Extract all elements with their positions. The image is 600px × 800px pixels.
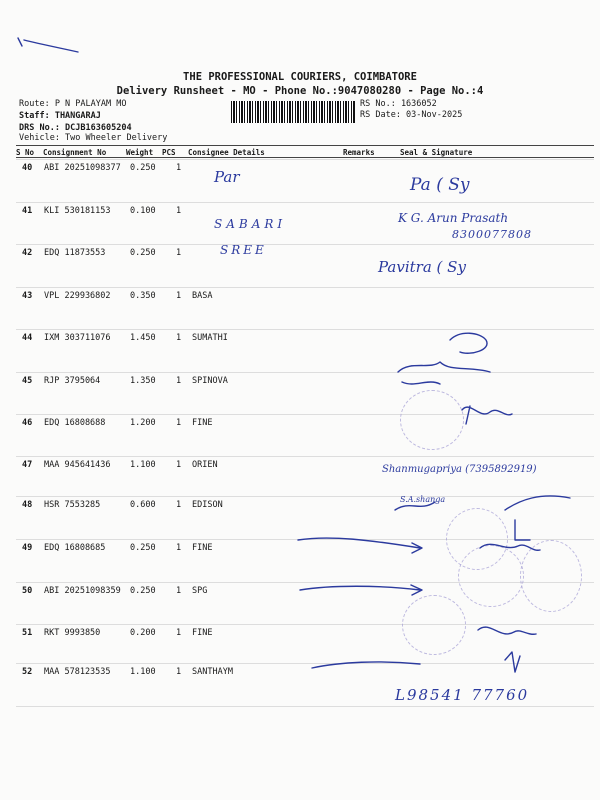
row-consignee: FINE bbox=[192, 543, 213, 553]
row-consignment: EDQ 11873553 bbox=[44, 248, 106, 258]
row-pcs: 1 bbox=[176, 418, 182, 428]
row-sno: 48 bbox=[22, 500, 33, 510]
row-consignee: FINE bbox=[192, 628, 213, 638]
col-seal-signature: Seal & Signature bbox=[400, 148, 473, 157]
row-consignee: FINE bbox=[192, 418, 213, 428]
rs-date-label: RS Date: 03-Nov-2025 bbox=[360, 110, 463, 120]
row-weight: 0.250 bbox=[130, 248, 156, 258]
signature-scribble bbox=[462, 406, 512, 424]
row-consignee: SPINOVA bbox=[192, 376, 228, 386]
row-weight: 0.100 bbox=[130, 206, 156, 216]
row-sno: 44 bbox=[22, 333, 33, 343]
rs-no-label: RS No.: 1636052 bbox=[360, 99, 437, 109]
handwritten-signature-42: Pavitra ( Sy bbox=[378, 258, 466, 276]
handwritten-signature-41: K G. Arun Prasath bbox=[398, 211, 509, 225]
row-sno: 46 bbox=[22, 418, 33, 428]
row-pcs: 1 bbox=[176, 291, 182, 301]
row-weight: 0.250 bbox=[130, 163, 156, 173]
row-weight: 0.250 bbox=[130, 586, 156, 596]
handwritten-signature-52: L98541 77760 bbox=[395, 686, 530, 704]
drs-label: DRS No.: DCJB163605204 bbox=[19, 123, 132, 133]
row-weight: 1.100 bbox=[130, 667, 156, 677]
row-pcs: 1 bbox=[176, 543, 182, 553]
row-consignment: MAA 945641436 bbox=[44, 460, 111, 470]
row-consignment: EDQ 16808685 bbox=[44, 543, 106, 553]
row-pcs: 1 bbox=[176, 460, 182, 470]
row-consignee: SUMATHI bbox=[192, 333, 228, 343]
row-consignment: KLI 530181153 bbox=[44, 206, 111, 216]
row-weight: 1.450 bbox=[130, 333, 156, 343]
col-weight: Weight bbox=[126, 148, 154, 157]
col-consignment: Consignment No bbox=[43, 148, 107, 157]
row-sno: 47 bbox=[22, 460, 33, 470]
handwritten-phone-41: 8300077808 bbox=[452, 228, 532, 241]
delivery-arrow bbox=[298, 538, 422, 553]
handwritten-consignee-40: Par bbox=[214, 168, 240, 186]
row-pcs: 1 bbox=[176, 163, 182, 173]
row-pcs: 1 bbox=[176, 667, 182, 677]
signature-scribble bbox=[505, 652, 520, 672]
row-weight: 0.200 bbox=[130, 628, 156, 638]
delivery-arrow bbox=[300, 585, 422, 595]
row-weight: 0.600 bbox=[130, 500, 156, 510]
row-sno: 51 bbox=[22, 628, 33, 638]
row-sno: 45 bbox=[22, 376, 33, 386]
col-pcs: PCS bbox=[162, 148, 176, 157]
row-weight: 1.100 bbox=[130, 460, 156, 470]
col-sno: S No bbox=[16, 148, 35, 157]
col-remarks: Remarks bbox=[343, 148, 375, 157]
row-consignment: HSR 7553285 bbox=[44, 500, 101, 510]
row-consignment: RKT 9993850 bbox=[44, 628, 101, 638]
row-pcs: 1 bbox=[176, 376, 182, 386]
row-weight: 0.350 bbox=[130, 291, 156, 301]
handwritten-signature-47: Shanmugapriya (7395892919) bbox=[382, 464, 537, 475]
signature-scribble bbox=[398, 333, 490, 384]
row-consignment: MAA 578123535 bbox=[44, 667, 111, 677]
row-weight: 0.250 bbox=[130, 543, 156, 553]
handwritten-signature-48: S.A.shanga bbox=[400, 495, 446, 504]
row-weight: 1.200 bbox=[130, 418, 156, 428]
row-consignment: ABI 20251098377 bbox=[44, 163, 121, 173]
row-weight: 1.350 bbox=[130, 376, 156, 386]
route-label: Route: P N PALAYAM MO bbox=[19, 99, 127, 109]
handwritten-signature-40: Pa ( Sy bbox=[410, 175, 470, 195]
row-pcs: 1 bbox=[176, 248, 182, 258]
col-consignee: Consignee Details bbox=[188, 148, 265, 157]
delivery-arrow bbox=[312, 662, 420, 668]
signature-scribble bbox=[480, 544, 540, 550]
row-consignment: IXM 303711076 bbox=[44, 333, 111, 343]
row-pcs: 1 bbox=[176, 586, 182, 596]
handwritten-consignee-41: SABARI bbox=[214, 217, 287, 231]
row-sno: 49 bbox=[22, 543, 33, 553]
row-consignee: ORIEN bbox=[192, 460, 218, 470]
row-sno: 50 bbox=[22, 586, 33, 596]
row-sno: 41 bbox=[22, 206, 33, 216]
row-consignment: VPL 229936802 bbox=[44, 291, 111, 301]
staff-label: Staff: THANGARAJ bbox=[19, 111, 101, 121]
company-name: THE PROFESSIONAL COURIERS, COIMBATORE bbox=[183, 71, 417, 83]
row-consignee: EDISON bbox=[192, 500, 223, 510]
row-consignment: ABI 20251098359 bbox=[44, 586, 121, 596]
row-sno: 52 bbox=[22, 667, 33, 677]
row-pcs: 1 bbox=[176, 333, 182, 343]
row-consignee: SPG bbox=[192, 586, 208, 596]
row-consignment: RJP 3795064 bbox=[44, 376, 101, 386]
row-sno: 43 bbox=[22, 291, 33, 301]
row-pcs: 1 bbox=[176, 206, 182, 216]
row-consignee: BASA bbox=[192, 291, 213, 301]
row-sno: 40 bbox=[22, 163, 33, 173]
runsheet-title: Delivery Runsheet - MO - Phone No.:9047080280 - Page No.:4 bbox=[116, 85, 484, 97]
row-pcs: 1 bbox=[176, 500, 182, 510]
row-sno: 42 bbox=[22, 248, 33, 258]
vehicle-label: Vehicle: Two Wheeler Delivery bbox=[19, 133, 168, 143]
stray-mark bbox=[18, 38, 78, 52]
row-consignment: EDQ 16808688 bbox=[44, 418, 106, 428]
row-pcs: 1 bbox=[176, 628, 182, 638]
signature-scribble bbox=[478, 627, 536, 634]
handwritten-consignee-42: SREE bbox=[220, 243, 267, 257]
row-consignee: SANTHAYM bbox=[192, 667, 233, 677]
